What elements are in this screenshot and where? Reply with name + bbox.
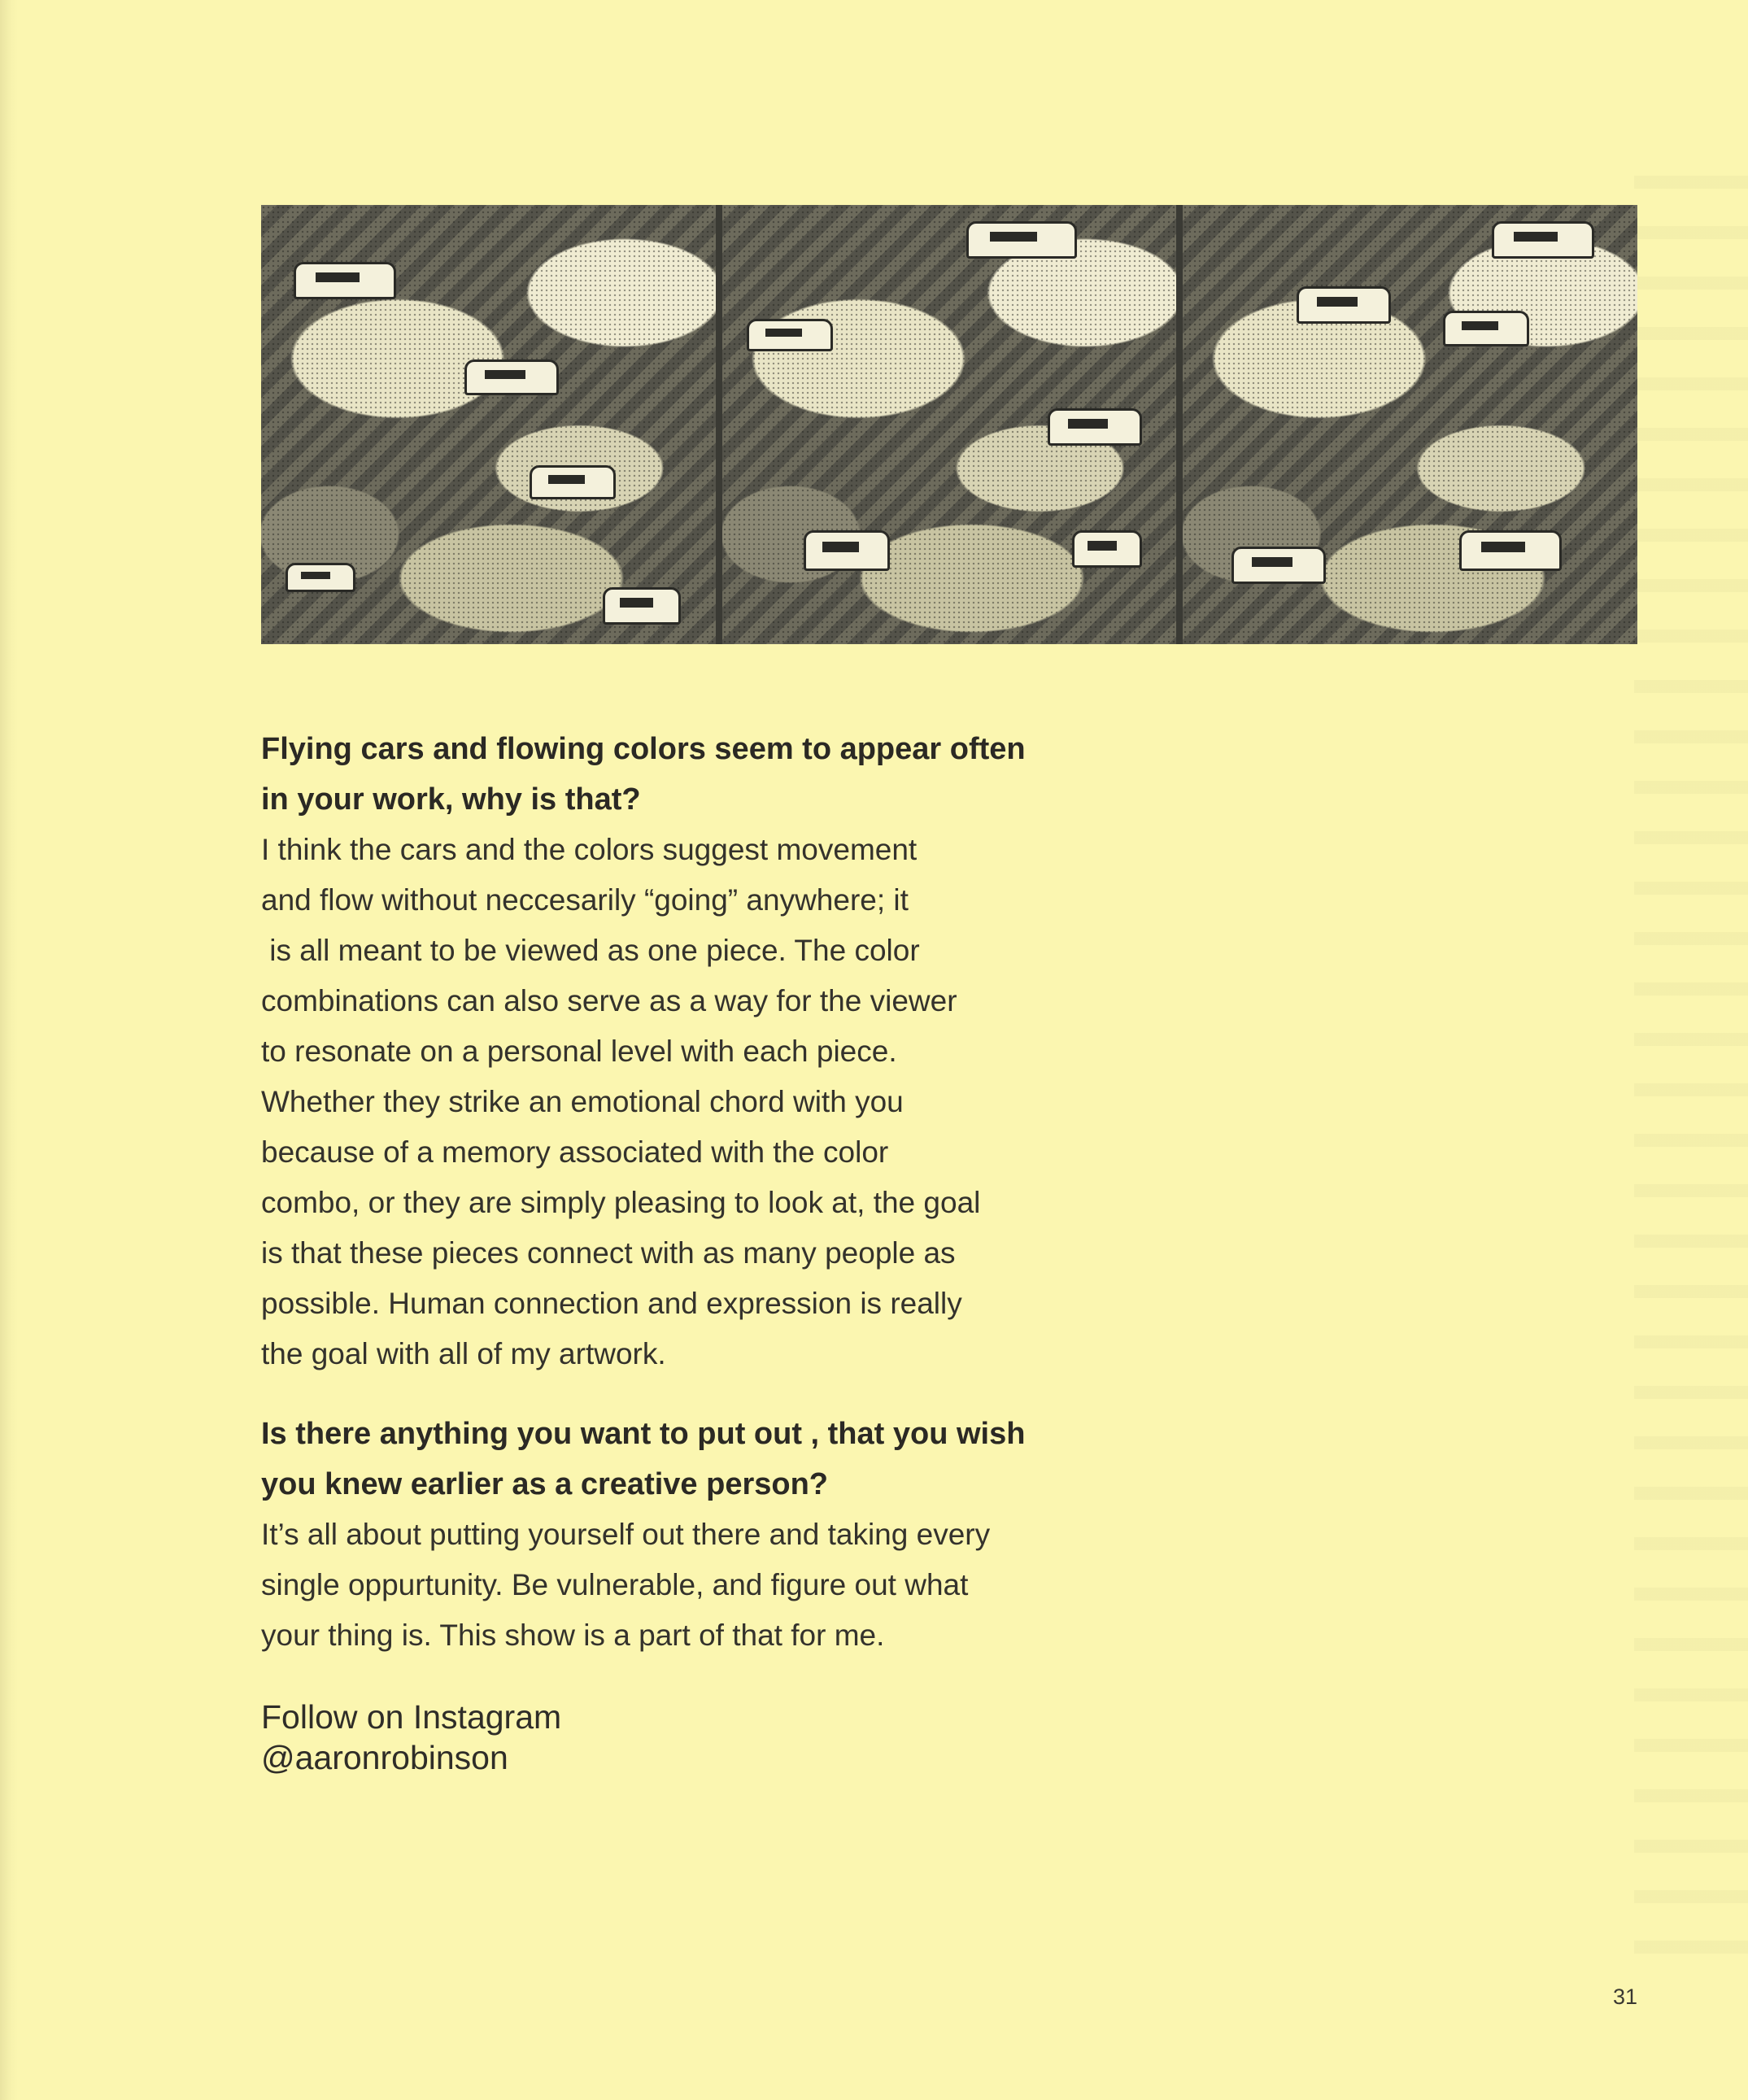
- show-through-text: [1634, 146, 1748, 1976]
- answer-1-line-4: combinations can also serve as a way for the viewer: [261, 984, 957, 1017]
- question-2-line-1: Is there anything you want to put out , that you wish: [261, 1417, 1026, 1451]
- artwork-panel-middle: [722, 205, 1177, 644]
- car-shape: [286, 563, 355, 592]
- instagram-follow: [261, 1697, 561, 1778]
- question-1-line-1: Flying cars and flowing colors seem to appear often: [261, 732, 1026, 766]
- car-shape: [1443, 311, 1529, 346]
- page-edge-shadow: [0, 0, 18, 2100]
- question-1-line-2: in your work, why is that?: [261, 782, 641, 817]
- answer-2-line-2: single oppurtunity. Be vulnerable, and figure out what: [261, 1568, 969, 1601]
- car-shape: [1297, 286, 1391, 324]
- artwork-triptych-image: [261, 205, 1637, 644]
- car-shape: [747, 319, 833, 351]
- answer-1-line-1: I think the cars and the colors suggest movement: [261, 833, 918, 866]
- answer-1-line-7: because of a memory associated with the color: [261, 1135, 889, 1169]
- answer-1-line-11: the goal with all of my artwork.: [261, 1337, 666, 1370]
- interview-text: [261, 724, 1107, 1661]
- car-shape: [294, 262, 396, 299]
- car-shape: [804, 530, 890, 571]
- answer-1-line-8: combo, or they are simply pleasing to look at, the goal: [261, 1186, 981, 1219]
- answer-2-line-3: your thing is. This show is a part of that for me.: [261, 1619, 885, 1652]
- car-shape: [603, 587, 681, 625]
- car-shape: [966, 221, 1077, 259]
- answer-1-line-9: is that these pieces connect with as many people as: [261, 1236, 956, 1270]
- car-shape: [1048, 408, 1142, 446]
- answer-1-line-10: possible. Human connection and expression is really: [261, 1287, 962, 1320]
- answer-1-line-2: and flow without neccesarily “going” anywhere; it: [261, 883, 909, 917]
- page-number: 31: [1613, 1985, 1638, 2009]
- answer-1-line-6: Whether they strike an emotional chord with you: [261, 1085, 904, 1118]
- artwork-panel-right: [1183, 205, 1637, 644]
- car-shape: [464, 359, 559, 395]
- car-shape: [530, 465, 616, 499]
- car-shape: [1072, 530, 1142, 568]
- artwork-panel-left: [261, 205, 716, 644]
- follow-label: Follow on Instagram: [261, 1698, 562, 1736]
- answer-2-line-1: It’s all about putting yourself out there and taking every: [261, 1518, 991, 1551]
- car-shape: [1492, 221, 1594, 259]
- instagram-handle[interactable]: @aaronrobinson: [261, 1739, 508, 1776]
- answer-1-line-3: is all meant to be viewed as one piece. The color: [261, 934, 920, 967]
- car-shape: [1231, 547, 1326, 584]
- car-shape: [1459, 530, 1562, 571]
- answer-1-line-5: to resonate on a personal level with each piece.: [261, 1035, 897, 1068]
- question-2-line-2: you knew earlier as a creative person?: [261, 1467, 829, 1501]
